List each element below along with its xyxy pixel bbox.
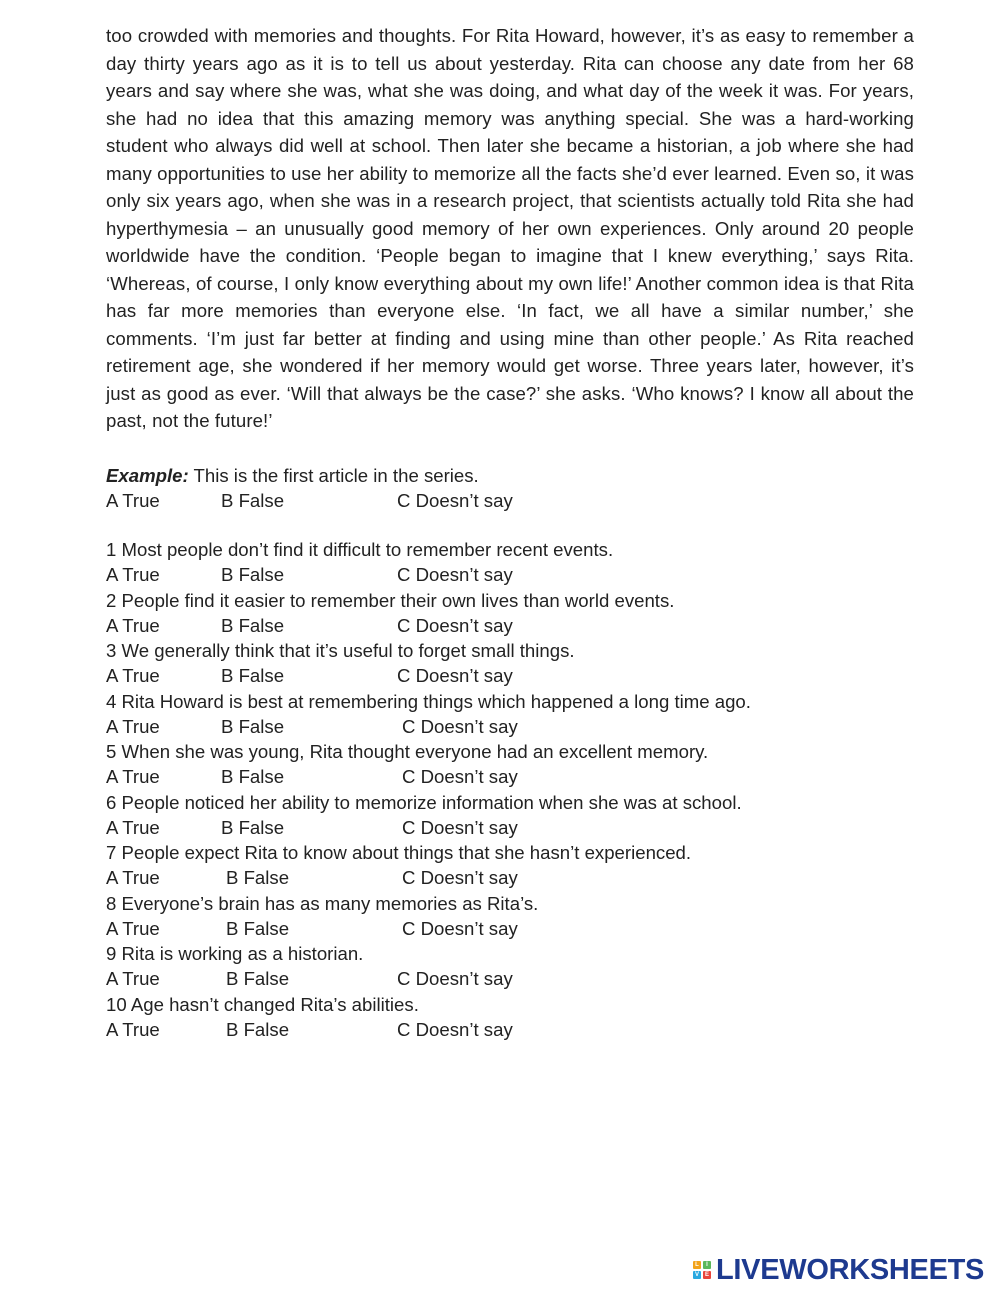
- question-5-options: [106, 764, 914, 790]
- option-c[interactable]: C Doesn’t say: [402, 867, 518, 888]
- option-b[interactable]: B False: [221, 715, 285, 737]
- option-c[interactable]: C Doesn’t say: [397, 665, 513, 686]
- option-b[interactable]: B False: [226, 968, 290, 989]
- question-4-options: [106, 714, 914, 740]
- question-7-options: [106, 865, 914, 891]
- question-3-options: [106, 663, 914, 689]
- question-2-options: [106, 613, 914, 639]
- option-c[interactable]: C Doesn’t say: [397, 1018, 513, 1040]
- option-c[interactable]: C Doesn’t say: [397, 614, 513, 636]
- option-b[interactable]: B False: [226, 1018, 290, 1040]
- option-a[interactable]: A True: [106, 614, 160, 636]
- liveworksheets-logo: [693, 1254, 984, 1286]
- worksheet: [106, 22, 914, 1042]
- option-a[interactable]: A True: [106, 968, 160, 989]
- logo-mark-l: L: [693, 1261, 701, 1269]
- option-a[interactable]: A True: [106, 715, 160, 737]
- option-b[interactable]: B False: [221, 766, 285, 787]
- option-b[interactable]: B False: [221, 564, 285, 585]
- option-a[interactable]: A True: [106, 917, 160, 939]
- option-b[interactable]: B False: [221, 816, 285, 838]
- option-c[interactable]: C Doesn’t say: [402, 917, 518, 939]
- example-label: Example:: [106, 464, 189, 486]
- option-b[interactable]: B False: [226, 867, 290, 888]
- option-a[interactable]: A True: [106, 816, 160, 838]
- question-1: 1 Most people don’t find it difficult to remember recent events.: [106, 539, 614, 560]
- option-c[interactable]: C Doesn’t say: [402, 816, 518, 838]
- option-c[interactable]: C Doesn’t say: [397, 968, 513, 989]
- question-5: 5 When she was young, Rita thought everyone had an excellent memory.: [106, 741, 709, 762]
- option-c[interactable]: C Doesn’t say: [402, 715, 518, 737]
- option-a[interactable]: A True: [106, 489, 160, 511]
- question-9: 9 Rita is working as a historian.: [106, 943, 364, 964]
- option-b[interactable]: B False: [221, 489, 285, 511]
- logo-text: LIVEWORKSHEETS: [716, 1253, 985, 1286]
- question-9-options: [106, 966, 914, 992]
- option-b[interactable]: B False: [221, 614, 285, 636]
- question-8: 8 Everyone’s brain has as many memories as Rita’s.: [106, 892, 539, 914]
- question-3: 3 We generally think that it’s useful to forget small things.: [106, 640, 575, 661]
- example-line: [106, 463, 914, 488]
- option-b[interactable]: B False: [226, 917, 290, 939]
- question-list: [106, 537, 914, 1042]
- logo-mark-icon: [693, 1261, 711, 1279]
- question-6-options: [106, 815, 914, 841]
- option-c[interactable]: C Doesn’t say: [397, 564, 513, 585]
- logo-mark-i: I: [703, 1261, 711, 1269]
- question-4: 4 Rita Howard is best at remembering things which happened a long time ago.: [106, 690, 751, 712]
- option-c[interactable]: C Doesn’t say: [402, 766, 518, 787]
- question-10: 10 Age hasn’t changed Rita’s abilities.: [106, 993, 419, 1015]
- question-6: 6 People noticed her ability to memorize information when she was at school.: [106, 791, 742, 813]
- option-a[interactable]: A True: [106, 1018, 160, 1040]
- option-a[interactable]: A True: [106, 867, 160, 888]
- option-b[interactable]: B False: [221, 665, 285, 686]
- question-7: 7 People expect Rita to know about things that she hasn’t experienced.: [106, 842, 692, 863]
- option-a[interactable]: A True: [106, 564, 160, 585]
- question-10-options: [106, 1017, 914, 1043]
- question-1-options: [106, 562, 914, 588]
- logo-mark-e: E: [704, 1272, 709, 1278]
- question-8-options: [106, 916, 914, 942]
- article-text: too crowded with memories and thoughts. For Rita Howard, however, it’s as easy to remember a day thirty years ago as it is to tell us about yesterday. Rita can choose any date from her 68 years and say where she was, what she was doing, and what day of the week it was. For years, she had no idea that this amazing memory was anything special. She was a hard-working student who always did well at school. Then later she became a historian, a job where she had many opportunities to use her ability to memorize all the facts she’d ever learned. Even so, it was only six years ago, when she was in a research project, that scientists actually told Rita she had hyperthymesia – an unusually good memory of her own experiences. Only around 20 people worldwide have the condition. ‘People began to imagine that I knew everything,’ says Rita. ‘Whereas, of course, I only know everything about my own life!’ Another common idea is that Rita has far more memories than everyone else. ‘In fact, we all have a similar number,’ she comments. ‘I’m just far better at finding and using mine than other people.’ As Rita reached retirement age, she wondered if her memory would get worse. Three years later, however, it’s just as good as ever. ‘Will that always be the case?’ she asks. ‘Who knows? I know all about the past, not the future!’: [106, 25, 914, 431]
- example-options: [106, 488, 914, 514]
- question-2: 2 People find it easier to remember their own lives than world events.: [106, 589, 675, 611]
- option-c[interactable]: C Doesn’t say: [397, 489, 513, 511]
- option-a[interactable]: A True: [106, 766, 160, 787]
- option-a[interactable]: A True: [106, 665, 160, 686]
- example-text: This is the first article in the series.: [188, 464, 479, 486]
- logo-mark-v: V: [694, 1272, 699, 1278]
